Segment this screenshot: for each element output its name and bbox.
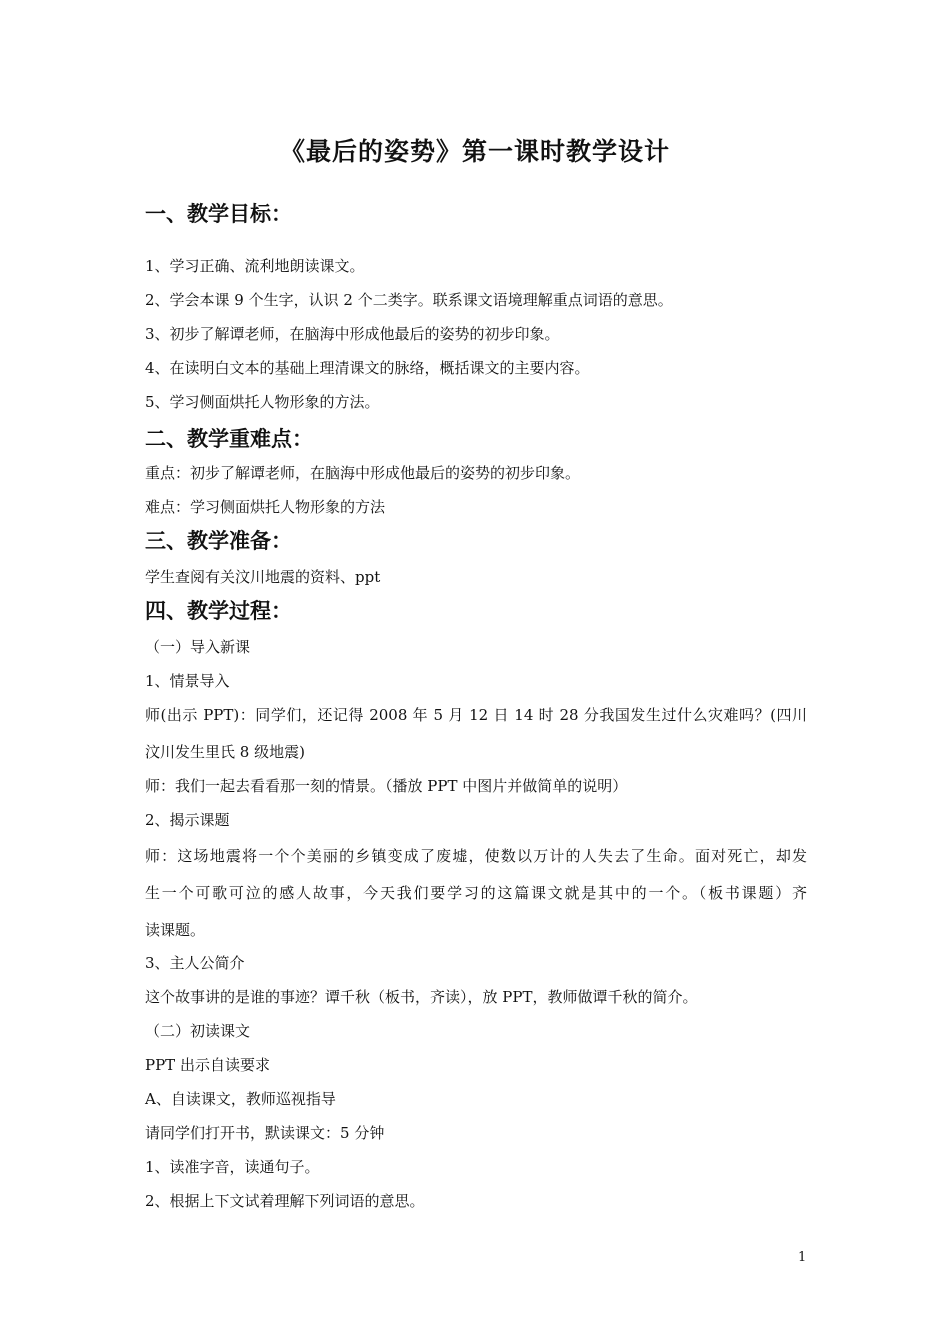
process-line: 生一个可歌可泣的感人故事，今天我们要学习的这篇课文就是其中的一个。（板书课题）齐 bbox=[145, 884, 807, 902]
process-line: 这个故事讲的是谁的事迹？谭千秋（板书，齐读），放 PPT，教师做谭千秋的简介。 bbox=[145, 988, 698, 1006]
objective-item: 4、在读明白文本的基础上理清课文的脉络，概括课文的主要内容。 bbox=[145, 359, 590, 377]
objective-item: 1、学习正确、流利地朗读课文。 bbox=[145, 257, 365, 275]
objective-item: 2、学会本课 9 个生字，认识 2 个二类字。联系课文语境理解重点词语的意思。 bbox=[145, 291, 673, 309]
section-heading-key-points: 二、教学重难点： bbox=[145, 427, 313, 451]
process-line: 1、读准字音，读通句子。 bbox=[145, 1158, 320, 1176]
process-line: 2、揭示课题 bbox=[145, 811, 230, 829]
key-point-item: 重点：初步了解谭老师，在脑海中形成他最后的姿势的初步印象。 bbox=[145, 464, 581, 482]
process-line: 1、情景导入 bbox=[145, 672, 230, 690]
process-line: 师：我们一起去看看那一刻的情景。（播放 PPT 中图片并做简单的说明） bbox=[145, 777, 628, 795]
process-line: 汶川发生里氏 8 级地震) bbox=[145, 743, 305, 761]
section-heading-preparation: 三、教学准备： bbox=[145, 529, 292, 553]
process-line: （一）导入新课 bbox=[145, 638, 251, 656]
difficulty-item: 难点：学习侧面烘托人物形象的方法 bbox=[145, 498, 386, 516]
process-line: 请同学们打开书，默读课文：5 分钟 bbox=[145, 1124, 385, 1142]
process-line: （二）初读课文 bbox=[145, 1022, 251, 1040]
objective-item: 5、学习侧面烘托人物形象的方法。 bbox=[145, 393, 380, 411]
process-line: A、自读课文，教师巡视指导 bbox=[145, 1090, 336, 1108]
document-title: 《最后的姿势》第一课时教学设计 bbox=[279, 137, 670, 166]
process-line: 师(出示 PPT)：同学们，还记得 2008 年 5 月 12 日 14 时 28 分我国发生过什么灾难吗？(四川 bbox=[145, 706, 807, 724]
section-heading-objectives: 一、教学目标： bbox=[145, 202, 292, 226]
preparation-text: 学生查阅有关汶川地震的资料、ppt bbox=[145, 568, 381, 586]
page-number: 1 bbox=[798, 1250, 807, 1265]
process-line: 读课题。 bbox=[145, 921, 206, 939]
objective-item: 3、初步了解谭老师，在脑海中形成他最后的姿势的初步印象。 bbox=[145, 325, 560, 343]
process-line: 3、主人公简介 bbox=[145, 954, 245, 972]
process-line: 2、根据上下文试着理解下列词语的意思。 bbox=[145, 1192, 425, 1210]
section-heading-process: 四、教学过程： bbox=[145, 599, 292, 623]
process-line: 师：这场地震将一个个美丽的乡镇变成了废墟，使数以万计的人失去了生命。面对死亡，却发 bbox=[145, 847, 807, 865]
process-line: PPT 出示自读要求 bbox=[145, 1056, 270, 1074]
